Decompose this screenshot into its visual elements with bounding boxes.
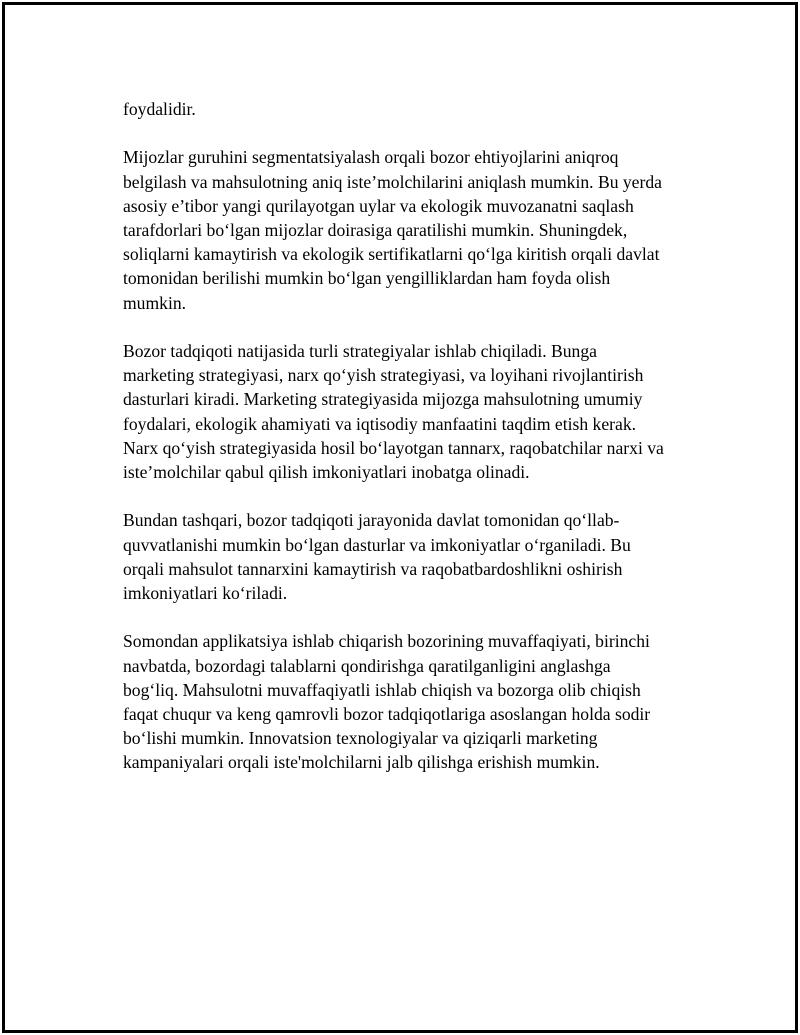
page-body	[123, 97, 703, 799]
paragraph-state-support: Bundan tashqari, bozor tadqiqoti jarayonida davlat tomonidan qo‘llab- quvvatlanishi mumkin bo‘lgan dasturlar va imkoniyatlar o‘rganiladi. Bu orqali mahsulot tannarxini kamaytirish va raqobatbardoshlikni oshirish imkoniyatlari ko‘riladi.	[123, 510, 631, 604]
paragraph-continuation: foydalidir.	[123, 99, 196, 119]
paragraph-segmentation: Mijozlar guruhini segmentatsiyalash orqali bozor ehtiyojlarini aniqroq belgilash va mahsulotning aniq iste’molchilarini aniqlash mumkin. Bu yerda asosiy e’tibor yangi qurilayotgan uylar va ekologik muvozanatni saqlash tarafdorlari bo‘lgan mijozlar doirasiga qaratilishi mumkin. Shuningdek, soliqlarni kamaytirish va ekologik sertifikatlarni qo‘lga kiritish orqali davlat tomonidan berilishi mumkin bo‘lgan yengilliklardan ham foyda olish mumkin.	[123, 147, 662, 313]
paragraph-conclusion: Somondan applikatsiya ishlab chiqarish bozorining muvaffaqiyati, birinchi navbatda, bozordagi talablarni qondirishga qaratilganligini anglashga bog‘liq. Mahsulotni muvaffaqiyatli ishlab chiqish va bozorga olib chiqish faqat chuqur va keng qamrovli bozor tadqiqotlariga asoslangan holda sodir bo‘lishi mumkin. Innovatsion texnologiyalar va qiziqarli marketing kampaniyalari orqali iste'molchilarni jalb qilishga erishish mumkin.	[123, 631, 651, 773]
paragraph-strategies: Bozor tadqiqoti natijasida turli strategiyalar ishlab chiqiladi. Bunga marketing strategiyasi, narx qo‘yish strategiyasi, va loyihani rivojlantirish dasturlari kiradi. Marketing strategiyasida mijozga mahsulotning umumiy foydalari, ekologik ahamiyati va iqtisodiy manfaatini taqdim etish kerak. Narx qo‘yish strategiyasida hosil bo‘layotgan tannarx, raqobatchilar narxi va iste’molchilar qabul qilish imkoniyatlari inobatga olinadi.	[123, 341, 664, 483]
document-page	[2, 2, 798, 1033]
